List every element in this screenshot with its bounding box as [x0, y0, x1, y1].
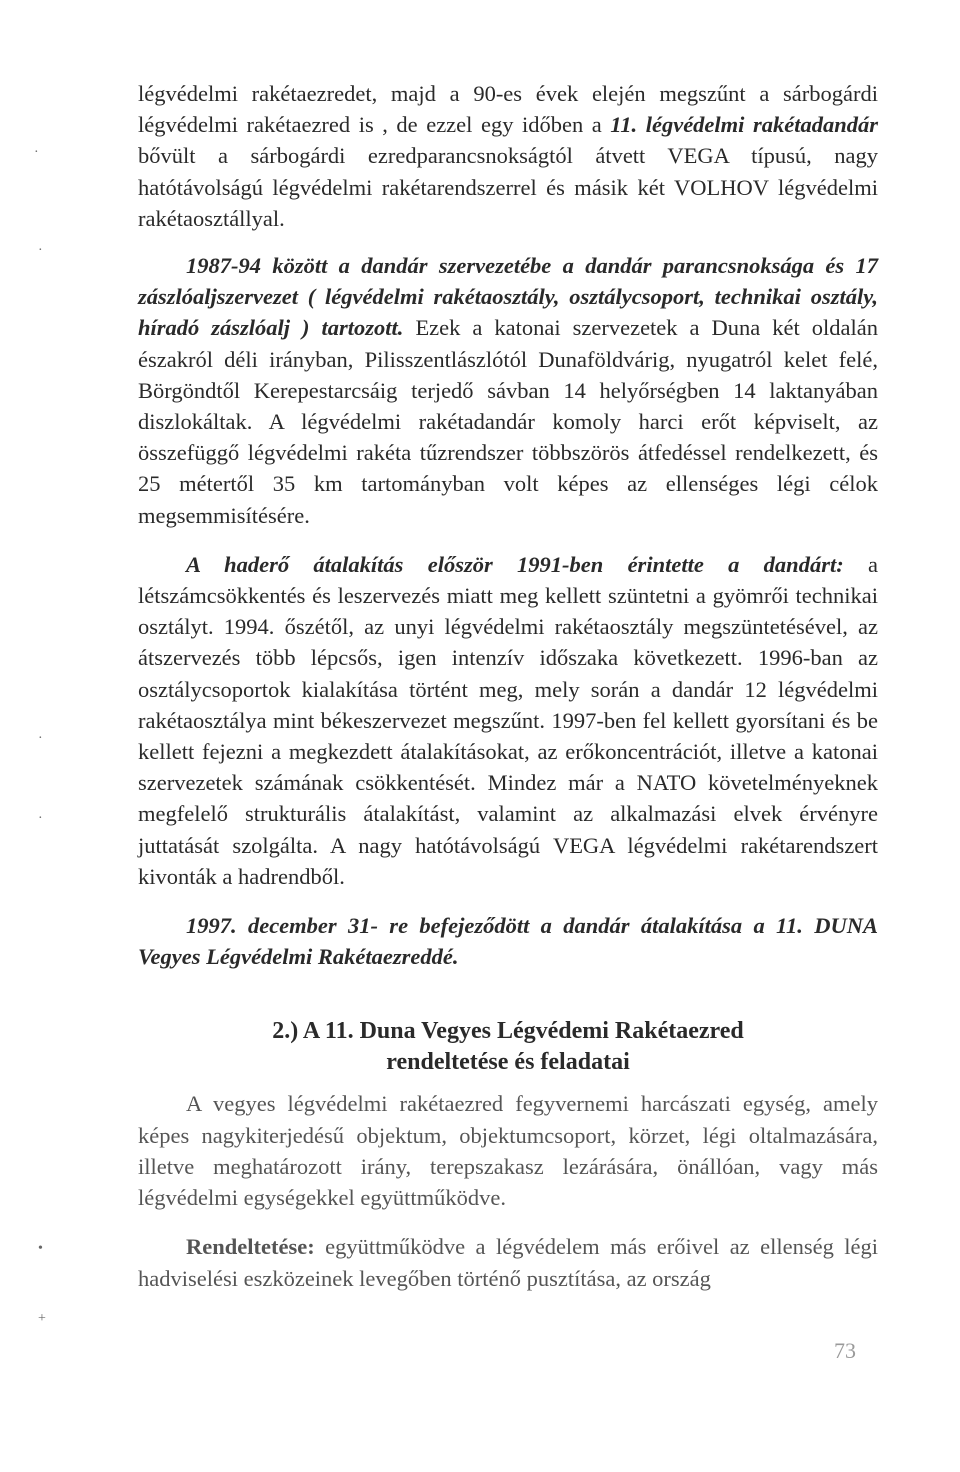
margin-mark-dot: ·	[38, 811, 43, 826]
paragraph-1-continuation: bővült a sárbogárdi ezredparancsnokságtól átvett VEGA típusú, nagy hatótávolságú légvédelmi rakétarendszerrel és másik két VOLHOV légvédelmi rakétaosztállyal.	[138, 143, 878, 231]
paragraph-3-text: a létszámcsökkentés és leszervezés miatt meg kellett szüntetni a gyömrői technikai osztályt. 1994. őszétől, az unyi légvédelmi rakétaosztály megszüntetésével, az átszervezés több lépcsős, igen intenzív időszaka következett. 1996-ban az osztálycsoportok kialakítása történt meg, mely során a dandár 12 légvédelmi rakétaosztálya mint békeszervezet megszűnt. 1997-ben fel kellett gyorsítani és be kellett fejezni a megkezdett átalakításokat, az erőkoncentrációt, illetve a katonai szervezetek számának csökkentését. Mindez már a NATO követelményeknek megfelelő strukturális átalakítást, valamint az alkalmazási elvek érvényre juttatását szolgálta. A nagy hatótávolságú VEGA légvédelmi rakétarendszert kivonták a hadrendből.	[138, 551, 878, 889]
paragraph-2-text: Ezek a katonai szervezetek a Duna két oldalán északról déli irányban, Pilisszentlászlótól Dunaföldvárig, nyugatról kelet felé, Börgöndtől Kerepestarcsáig terjedő sávban 14 helyőrségben 14 laktanyában diszlokáltak. A légvédelmi rakétadandár komoly harci erőt képviselt, az összefüggő légvédelmi rakéta tűzrendszer többszörös átfedéssel rendelkezett, és 25 métertől 35 km tartományban volt képes az ellenséges légi célok megsemmisítésére.	[138, 315, 878, 528]
paragraph-2	[138, 250, 878, 531]
paragraph-4-emphasis: 1997. december 31- re befejeződött a dandár átalakítása a 11. DUNA Vegyes Légvédelmi Rakétaezreddé.	[138, 913, 878, 970]
paragraph-1-emphasis: 11. légvédelmi rakétadandár	[610, 112, 878, 138]
section-title-line-1: 2.) A 11. Duna Vegyes Légvédemi Rakétaezred	[272, 1018, 744, 1045]
paragraph-6-label: Rendeltetése:	[186, 1234, 315, 1260]
margin-mark-dot: ·	[34, 145, 39, 160]
margin-mark-dot: ·	[38, 731, 43, 746]
paragraph-2-emphasis: 1987-94 között a dandár szervezetébe a dandár parancsnoksága és 17 zászlóaljszervezet ( légvédelmi rakétaosztály, osztálycsoport, technikai osztály, híradó zászlóalj ) tartozott.	[138, 253, 878, 341]
paragraph-1	[138, 78, 878, 234]
paragraph-4	[138, 910, 878, 972]
paragraph-6-text: együttműködve a légvédelem más erőivel az ellenség légi hadviselési eszközeinek levegőben történő pusztítása, az ország	[138, 1234, 878, 1291]
paragraph-6	[138, 1231, 878, 1293]
paragraph-5: A vegyes légvédelmi rakétaezred fegyvernemi harcászati egység, amely képes nagykiterjedésű objektum, objektumcsoport, körzet, légi oltalmazására, illetve meghatározott irány, terepszakasz lezárására, önállóan, vagy más légvédelmi egységekkel együttműködve.	[138, 1091, 878, 1211]
paragraph-1-text: légvédelmi rakétaezredet, majd a 90-es évek elején megszűnt a sárbogárdi légvédelmi rakétaezred is , de ezzel egy időben a	[138, 81, 878, 138]
margin-mark-dot: ·	[38, 243, 43, 258]
document-page	[138, 78, 878, 1294]
page-number: 73	[834, 1338, 856, 1363]
paragraph-3-emphasis: A haderő átalakítás először 1991-ben érintette a dandárt:	[186, 551, 844, 577]
section-title-line-2: rendeltetése és feladatai	[386, 1049, 630, 1076]
margin-mark-plus: +	[38, 1311, 46, 1326]
paragraph-3	[138, 549, 878, 892]
margin-mark-dot: •	[38, 1241, 43, 1256]
section-title	[138, 1016, 878, 1078]
